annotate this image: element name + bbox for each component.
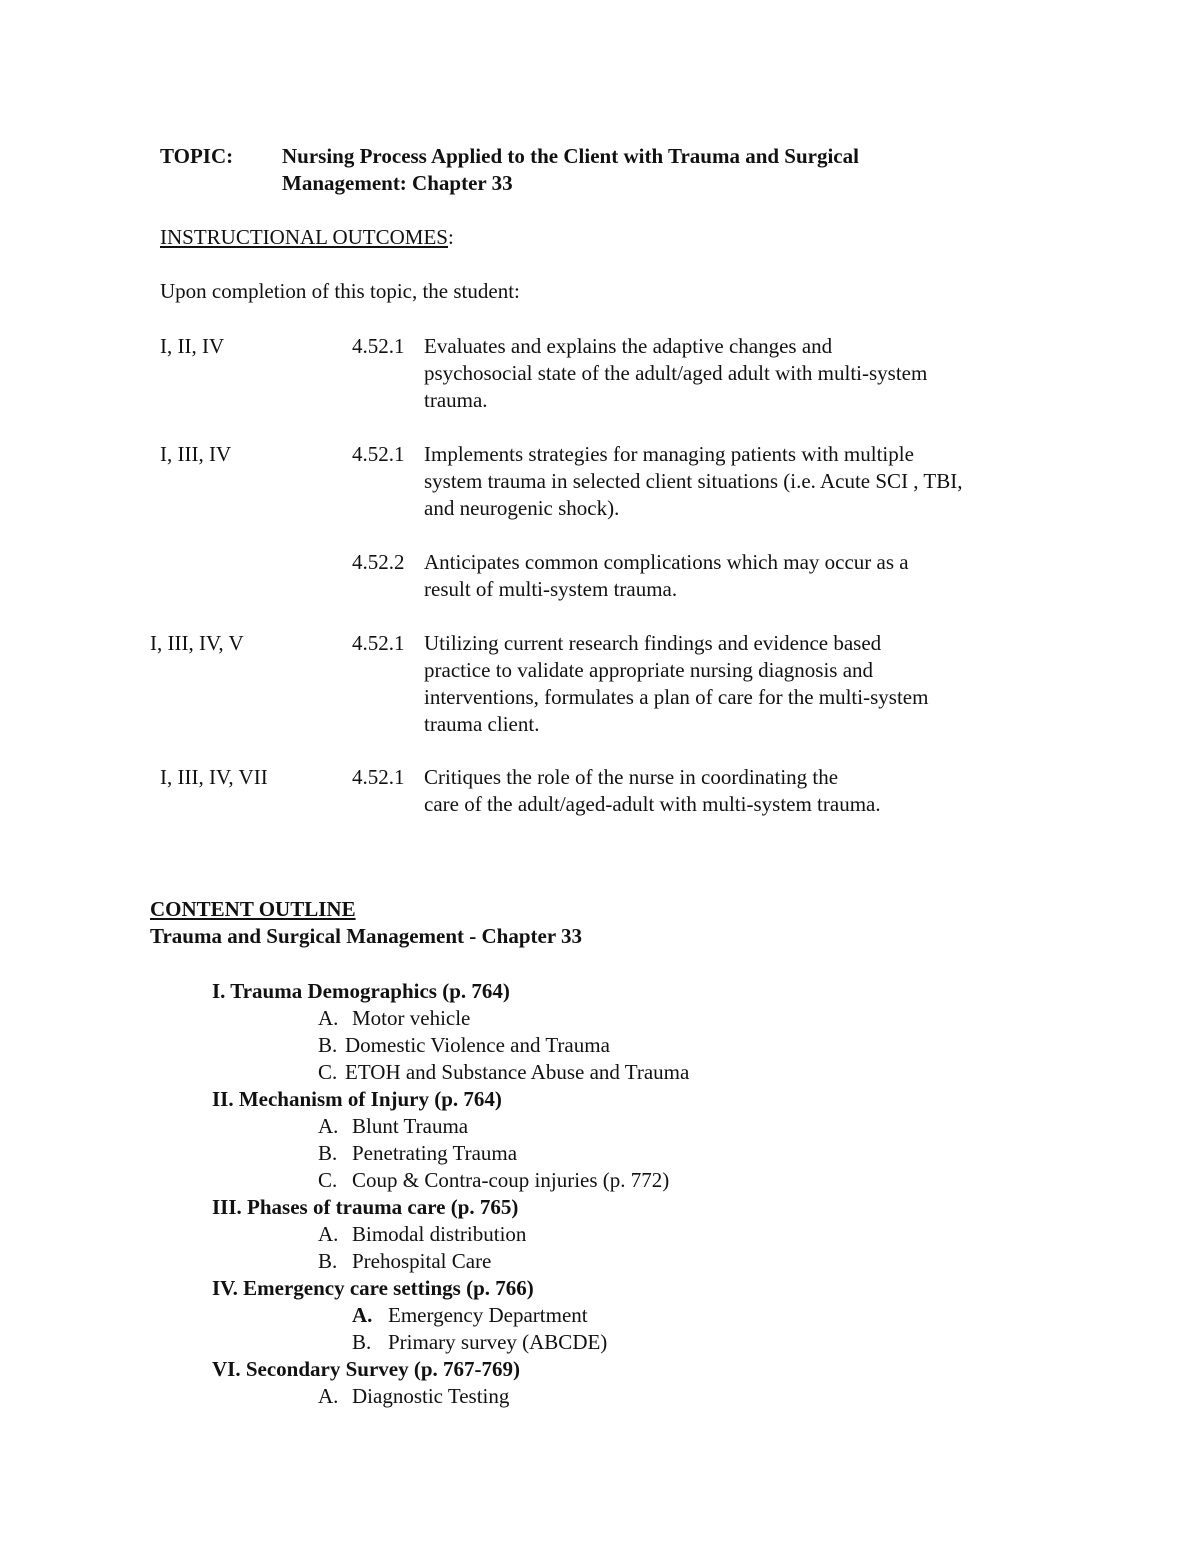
outline-item-text: Bimodal distribution: [352, 1222, 527, 1246]
outline-item-text: Primary survey (ABCDE): [388, 1330, 608, 1354]
objective-line: Anticipates common complications which may occur as a: [424, 550, 909, 574]
outline-item: [0, 1221, 1200, 1248]
objective-line: and neurogenic shock).: [424, 496, 620, 520]
objective-description: [424, 333, 927, 414]
outline-item: [0, 1059, 1200, 1086]
outline-item: [0, 1302, 1200, 1329]
outline-item-letter: A.: [318, 1384, 339, 1408]
outline-item-text: Blunt Trauma: [352, 1114, 469, 1138]
outline-item-letter: A.: [318, 1222, 339, 1246]
outline-item-text: Diagnostic Testing: [352, 1384, 510, 1408]
topic-title-line-2: Management: Chapter 33: [282, 171, 513, 195]
objective-number: 4.52.1: [352, 631, 405, 655]
objective-line: Evaluates and explains the adaptive changes and: [424, 334, 833, 358]
instructional-outcomes-heading-text: INSTRUCTIONAL OUTCOMES: [160, 225, 448, 249]
objective-number: 4.52.2: [352, 550, 405, 574]
outline-section-title: VI. Secondary Survey (p. 767-769): [212, 1357, 520, 1381]
outline-item: [0, 1140, 1200, 1167]
outline-item-letter: B.: [352, 1330, 372, 1354]
outline-item-letter: C.: [318, 1060, 338, 1084]
objective-line: system trauma in selected client situations (i.e. Acute SCI , TBI,: [424, 469, 963, 493]
topic-label: TOPIC:: [160, 144, 234, 168]
outline-item: [0, 1329, 1200, 1356]
objective-line: care of the adult/aged-adult with multi-system trauma.: [424, 792, 881, 816]
objective-levels: I, III, IV: [160, 442, 232, 466]
objective-levels: I, III, IV, VII: [160, 765, 268, 789]
instructional-outcomes-heading-colon: :: [447, 225, 454, 249]
objective-description: [424, 630, 928, 738]
outline-item-text: Domestic Violence and Trauma: [345, 1033, 610, 1057]
outline-section-title: II. Mechanism of Injury (p. 764): [212, 1087, 502, 1111]
instructional-outcomes-heading: [160, 224, 454, 251]
content-outline: [0, 978, 1200, 1410]
outline-item: [0, 1005, 1200, 1032]
outline-item-text: Prehospital Care: [352, 1249, 492, 1273]
objective-line: trauma client.: [424, 712, 540, 736]
outline-item: [0, 1383, 1200, 1410]
intro-text: Upon completion of this topic, the student:: [160, 279, 520, 303]
objective-number: 4.52.1: [352, 334, 405, 358]
outline-section-title: IV. Emergency care settings (p. 766): [212, 1276, 534, 1300]
objective-number: 4.52.1: [352, 442, 405, 466]
objective-description: [424, 441, 963, 522]
outline-item-text: Emergency Department: [388, 1303, 588, 1327]
outline-item: [0, 1248, 1200, 1275]
outline-item-text: Penetrating Trauma: [352, 1141, 518, 1165]
objective-line: trauma.: [424, 388, 488, 412]
outline-item: [0, 1032, 1200, 1059]
outline-item-text: ETOH and Substance Abuse and Trauma: [345, 1060, 690, 1084]
content-outline-subtitle: Trauma and Surgical Management - Chapter 33: [150, 924, 583, 948]
objective-line: practice to validate appropriate nursing diagnosis and: [424, 658, 874, 682]
objective-levels: I, II, IV: [160, 334, 225, 358]
outline-item-letter: B.: [318, 1249, 338, 1273]
objective-levels: I, III, IV, V: [150, 631, 244, 655]
topic-title: [282, 143, 859, 197]
objective-description: [424, 764, 881, 818]
objective-line: Critiques the role of the nurse in coordinating the: [424, 765, 839, 789]
objective-line: Utilizing current research findings and evidence based: [424, 631, 882, 655]
outline-section-title: I. Trauma Demographics (p. 764): [212, 979, 510, 1003]
outline-item-letter: B.: [318, 1033, 338, 1057]
topic-title-line-1: Nursing Process Applied to the Client with Trauma and Surgical: [282, 144, 859, 168]
outline-item: [0, 1113, 1200, 1140]
outline-item: [0, 1167, 1200, 1194]
outline-item-letter: A.: [318, 1114, 339, 1138]
outline-item-letter: B.: [318, 1141, 338, 1165]
objective-description: [424, 549, 909, 603]
outline-item-text: Motor vehicle: [352, 1006, 471, 1030]
content-outline-heading: CONTENT OUTLINE: [150, 897, 356, 921]
objective-line: result of multi-system trauma.: [424, 577, 678, 601]
outline-item-letter: A.: [352, 1303, 373, 1327]
objective-line: Implements strategies for managing patients with multiple: [424, 442, 914, 466]
objective-number: 4.52.1: [352, 765, 405, 789]
objective-line: psychosocial state of the adult/aged adult with multi-system: [424, 361, 928, 385]
outline-section-title: III. Phases of trauma care (p. 765): [212, 1195, 519, 1219]
outline-item-letter: C.: [318, 1168, 338, 1192]
outline-item-text: Coup & Contra-coup injuries (p. 772): [352, 1168, 670, 1192]
outline-item-letter: A.: [318, 1006, 339, 1030]
objective-line: interventions, formulates a plan of care for the multi-system: [424, 685, 929, 709]
